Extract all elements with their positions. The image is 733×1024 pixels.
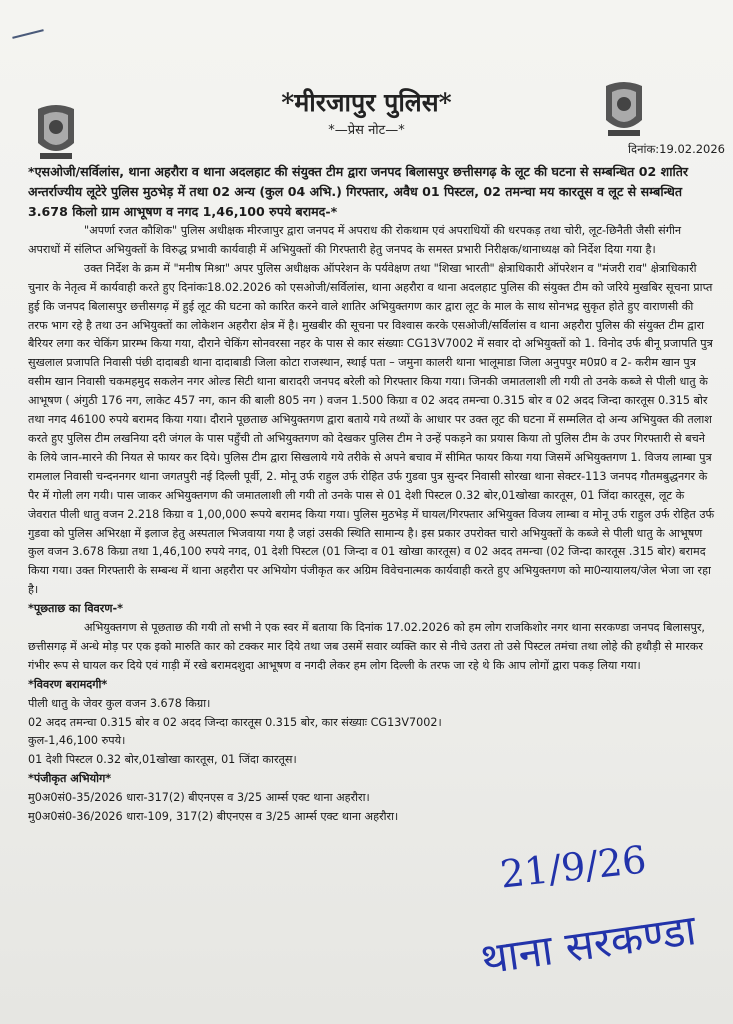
headline: *एसओजी/सर्विलांस, थाना अहरौरा व थाना अदलहाट की संयुक्त टीम द्वारा जनपद बिलासपुर छत्तीसगढ़ के लूट की घटना से सम्बन्धित 02 शातिर अन्तर्राज्यीय लूटेरे पुलिस मुठभेड़ में तथा 02 अन्य (कुल 04 अभि.) गिरफ्तार, अवैध 01 पिस्टल, 02 तमन्चा मय कारतूस व लूट से सम्बन्धित 3.678 किलो ग्राम आभूषण व नगद 1,46,100 रुपये बरामद-* [28, 164, 689, 219]
paragraph-operation: उक्त निर्देश के क्रम में "मनीष मिश्रा" अपर पुलिस अधीक्षक ऑपरेशन के पर्यवेक्षण तथा "शिखा भारती" क्षेत्राधिकारी ऑपरेशन व "मंजरी राव" क्षेत्राधिकारी चुनार के नेतृत्व में कार्यवाही करते हुए दिनांकः18.02.2026 को एसओजी/सर्विलांस, थाना अहरौरा व थाना अदलहाट पुलिस की संयुक्त टीम को जरिये मुखबिर सूचना प्राप्त हुई कि जनपद बिलासपुर छत्तीसगढ़ में हुई लूट की घटना को कारित करने वाले शातिर अभियुक्तगण कार द्वारा लूट के माल के साथ सोनभद्र सुकृत होते हुए वाराणसी की तरफ भाग रहे है तथा उन अभियुक्तों का लोकेशन अहरौरा क्षेत्र में है। मुखबीर की सूचना पर विश्वास करके एसओजी/सर्विलांस व थाना अहरौरा पुलिस की संयुक्त टीम द्वारा बैरियर लगा कर चेकिंग प्रारम्भ किया गया, दौराने चेकिंग सोनवरसा नहर के पास से कार संख्याः CG13V7002 में सवार दो अभियुक्तों को 1. विनोद उर्फ बीनू प्रजापति पुत्र सुखलाल प्रजापति निवासी पंछी दादाबडी थाना दादाबाडी जिला कोटा राजस्थान, स्थाई पता – जमुना कालरी थाना भालूमाडा जिला अनुपपुर म0प्र0 व 2- करीम खान पुत्र वसीम खान निवासी चकमहमुद सकलेन नगर ओल्ड सिटी थाना बारादरी जनपद बरेली को गिरफ्तार किया गया। जिनकी जमातलाशी ली गयी तो उनके कब्जे से पीली धातु के आभूषण ( अंगुठी 176 नग, लाकेट 457 नग, कान की बाली 805 नग ) वजन 1.500 किग्रा व 02 अदद तमन्चा 0.315 बोर व 02 अदद जिन्दा कारतूस 0.315 बोर तथा नगद 46100 रुपये बरामद किया गया। दौराने पूछताछ अभियुक्तगण द्वारा बताये गये तथ्यों के आधार पर उक्त लूट की घटना में सम्मलित दो अन्य अभियुक्त की तलाश करते हुए पुलिस टीम लखनिया दरी जंगल के पास पहुँची तो अभियुक्तगण को देखकर पुलिस टीम ने उन्हें पकड़ने का प्रयास किया तो पुलिस टीम के उपर गिरफ्तारी से बचने के लिये जान-मारने की नियत से फायर कर दिये। पुलिस टीम द्वारा सिखलाये गये तरीके से अपने बचाव में सीमित फायर किया गया जिसमें अभियुक्तगण 1. विजय लाम्बा पुत्र रामलाल निवासी चन्दननगर थाना जगतपुरी नई दिल्ली पूर्वी, 2. मोनू उर्फ राहुल उर्फ रोहित उर्फ गुडवा पुत्र सुन्दर निवासी सोरखा थाना सेक्टर-113 जनपद गौतमबुद्धनगर के पैर में गोली लग गयी। पास जाकर अभियुक्तगण की जमातलाशी ली गयी तो उनके पास से 01 देशी पिस्टल 0.32 बोर,01खोखा कारतूस, 01 जिंदा कारतूस, लूट के जेवरात पीली धातु वजन 2.218 किग्रा व 1,00,000 रूपये बरामद किया गया। पुलिस मुठभेड़ में घायल/गिरफ्तार अभियुक्त विजय लाम्बा व मोनू उर्फ राहुल उर्फ रोहित उर्फ गुडवा को पुलिस अभिरक्षा में इलाज हेतु अस्पताल भिजवाया गया है जहां उसकी स्थिति सामान्य है। इस प्रकार उपरोक्त चारो अभियुक्तों के कब्जे से पीली धातु के आभूषण कुल वजन 3.678 किग्रा तथा 1,46,100 रुपये नगद, 01 देशी पिस्टल (01 जिन्दा व 01 खोखा कारतूस) व 02 अदद तमन्चा (02 जिन्दा कारतूस .315 बोर) बरामद किया गया। उक्त गिरफ्तारी के सम्बन्ध में थाना अहरौरा पर अभियोग पंजीकृत कर अग्रिम विवेचनात्मक कार्यवाही करते हुए अभियुक्तगण को मा0न्यायालय/जेल भेजा जा रहा है। [28, 261, 715, 597]
cases-heading: *पंजीकृत अभियोग* [28, 772, 112, 786]
handwritten-date-note: 21/9/26 [498, 837, 649, 897]
recovery-item: कुल-1,46,100 रुपये। [28, 734, 126, 748]
interrogation-heading: *पूछताछ का विवरण-* [28, 602, 123, 616]
paragraph-directive: "अपर्णा रजत कौशिक" पुलिस अधीक्षक मीरजापुर द्वारा जनपद में अपराध की रोकथाम एवं अपराधियों की धरपकड़ तथा चोरी, लूट-छिनैती जैसी संगीन अपराधों में संलिप्त अभियुक्तों के विरुद्ध प्रभावी कार्यवाही में अभियुक्तों की गिरफ्तारी हेतु जनपद के समस्त प्रभारी निरीक्षक/थानाध्यक्ष को निर्देश दिया गया है। [28, 224, 682, 256]
press-note-subtitle: *—प्रेस नोट—* [328, 123, 405, 138]
handwritten-station-note: थाना सरकण्डा [477, 905, 699, 984]
case-item: मु0अ0सं0-35/2026 धारा-317(2) बीएनएस व 3/25 आर्म्स एक्ट थाना अहरौरा। [28, 791, 370, 805]
pen-mark [12, 29, 44, 39]
recovery-item: पीली धातु के जेवर कुल वजन 3.678 किग्रा। [28, 696, 211, 710]
document-body [28, 162, 716, 827]
interrogation-text: अभियुक्तगण से पूछताछ की गयी तो सभी ने एक स्वर में बताया कि दिनांक 17.02.2026 को हम लोग राजकिशोर नगर थाना सरकण्डा जनपद बिलासपुर, छत्तीसगढ़ में अन्धे मोड़ पर एक इको मारुति कार को टक्कर मार दिये तथा जब उसमें सवार व्यक्ति कार से नीचे उतरा तो उसे पिस्टल तमंचा तथा लोहे की हथौड़ी से मारकर गंभीर रूप से घायल कर दिये एवं गाड़ी में रखे बरामदशुदा आभूषण व नगदी लेकर हम लोग दिल्ली के तरफ जा रहे थे कि आप लोगों द्वारा पकड़ लिया गया। [28, 621, 705, 672]
page-title: *मीरजापुर पुलिस* [281, 88, 452, 117]
date-line: दिनांक:19.02.2026 [628, 142, 725, 156]
recovery-item: 02 अदद तमन्चा 0.315 बोर व 02 अदद जिन्दा कारतूस 0.315 बोर, कार संख्याः CG13V7002। [28, 715, 442, 729]
case-item: मु0अ0सं0-36/2026 धारा-109, 317(2) बीएनएस व 3/25 आर्म्स एक्ट थाना अहरौरा। [28, 810, 399, 824]
recovery-item: 01 देशी पिस्टल 0.32 बोर,01खोखा कारतूस, 01 जिंदा कारतूस। [28, 753, 297, 767]
recovery-heading: *विवरण बरामदगी* [28, 677, 108, 691]
